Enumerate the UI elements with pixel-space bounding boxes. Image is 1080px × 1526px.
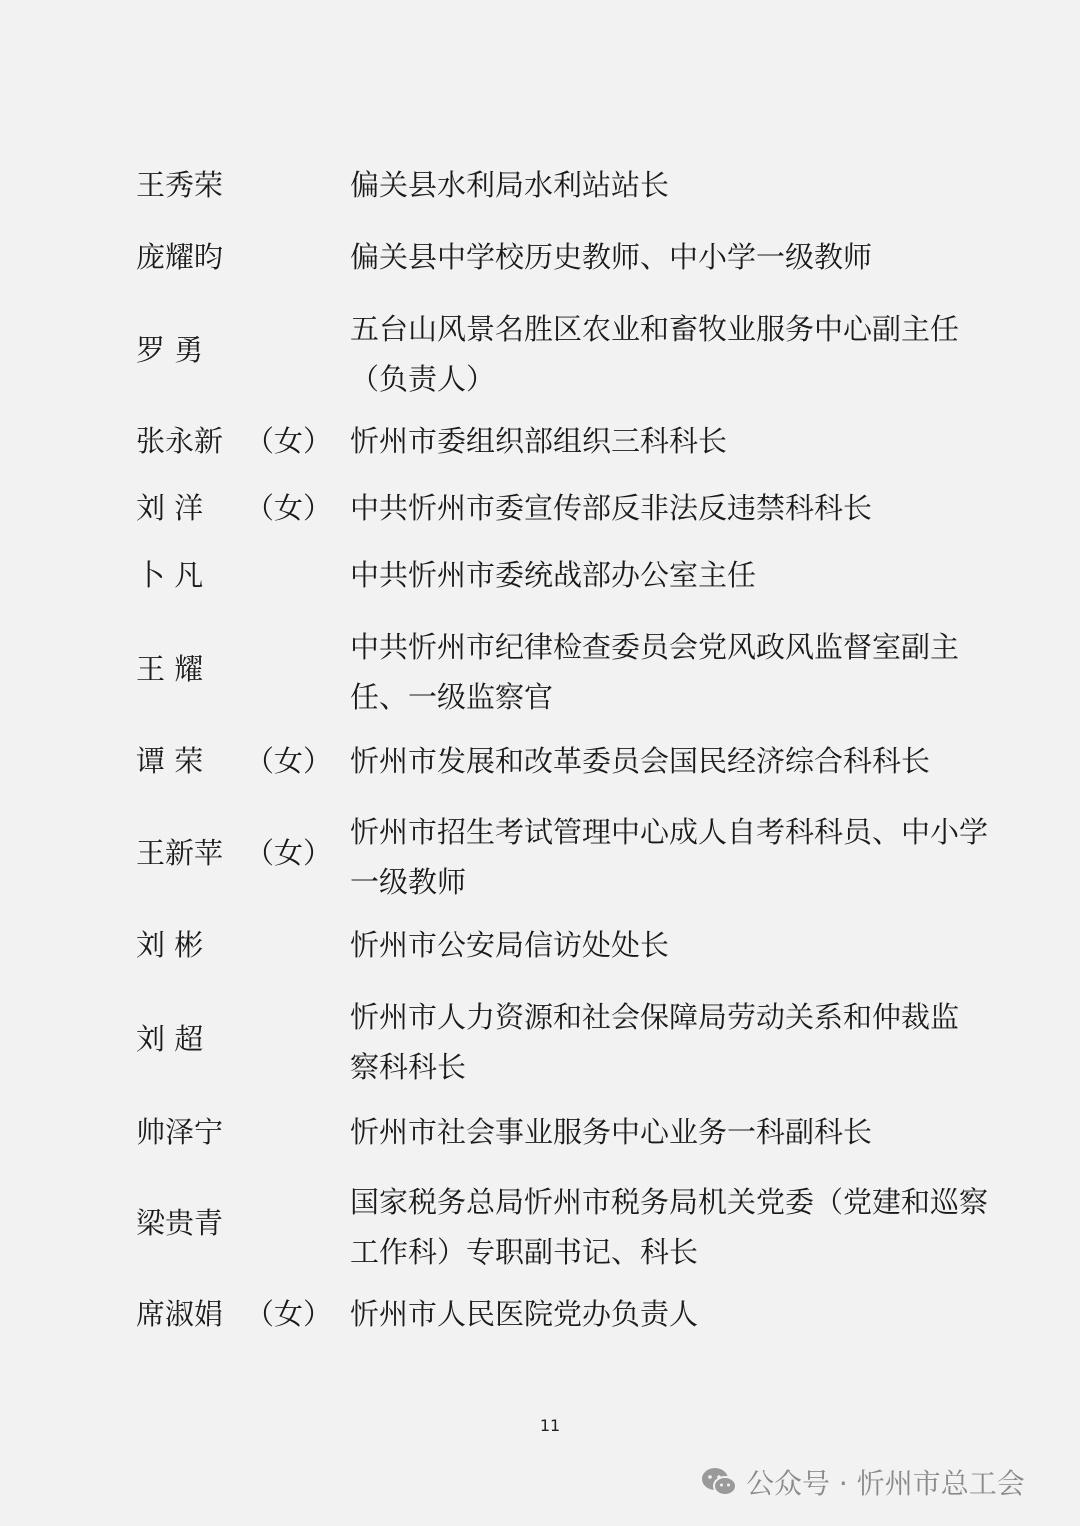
member-title-line: 忻州市人民医院党办负责人 (350, 1297, 699, 1331)
member-name: 王 耀 (136, 652, 204, 686)
member-title-line: 忻州市人力资源和社会保障局劳动关系和仲裁监 (350, 1000, 960, 1034)
member-name: 刘 洋 (136, 491, 204, 525)
member-title-line: 忻州市招生考试管理中心成人自考科科员、中小学 (350, 815, 989, 849)
watermark-text: 公众号 · 忻州市总工会 (746, 1467, 1025, 1500)
member-title-line: （负责人） (350, 362, 496, 396)
member-title-line: 中共忻州市委统战部办公室主任 (350, 558, 757, 592)
member-title-line: 中共忻州市委宣传部反非法反违禁科科长 (350, 491, 873, 525)
member-name: 罗 勇 (136, 333, 204, 367)
member-gender: （女） (245, 491, 333, 525)
member-name: 席淑娟 (136, 1297, 224, 1331)
member-title-line: 偏关县中学校历史教师、中小学一级教师 (350, 240, 873, 274)
member-title-line: 工作科）专职副书记、科长 (350, 1235, 699, 1269)
member-gender: （女） (245, 836, 333, 870)
member-name: 梁贵青 (136, 1206, 224, 1240)
member-title-line: 任、一级监察官 (350, 680, 554, 714)
member-title-line: 中共忻州市纪律检查委员会党风政风监督室副主 (350, 630, 960, 664)
member-name: 张永新 (136, 424, 224, 458)
member-gender: （女） (245, 424, 333, 458)
member-name: 帅泽宁 (136, 1115, 224, 1149)
member-title-line: 国家税务总局忻州市税务局机关党委（党建和巡察 (350, 1185, 989, 1219)
page-number: 11 (539, 1416, 561, 1435)
member-name: 王秀荣 (136, 168, 224, 202)
member-title-line: 忻州市委组织部组织三科科长 (350, 424, 728, 458)
member-title-line: 忻州市社会事业服务中心业务一科副科长 (350, 1115, 873, 1149)
watermark (700, 1462, 1025, 1502)
member-name: 庞耀昀 (136, 240, 224, 274)
member-name: 谭 荣 (136, 744, 204, 778)
member-name: 卜 凡 (136, 558, 204, 592)
member-gender: （女） (245, 1297, 333, 1331)
member-name: 王新苹 (136, 836, 224, 870)
member-name: 刘 超 (136, 1022, 204, 1056)
member-title-line: 五台山风景名胜区农业和畜牧业服务中心副主任 (350, 312, 960, 346)
member-name: 刘 彬 (136, 928, 204, 962)
member-gender: （女） (245, 744, 333, 778)
member-title-line: 一级教师 (350, 865, 467, 899)
member-title-line: 偏关县水利局水利站站长 (350, 168, 670, 202)
wechat-icon (700, 1466, 738, 1498)
member-title-line: 忻州市发展和改革委员会国民经济综合科科长 (350, 744, 931, 778)
member-title-line: 察科科长 (350, 1050, 467, 1084)
member-title-line: 忻州市公安局信访处处长 (350, 928, 670, 962)
